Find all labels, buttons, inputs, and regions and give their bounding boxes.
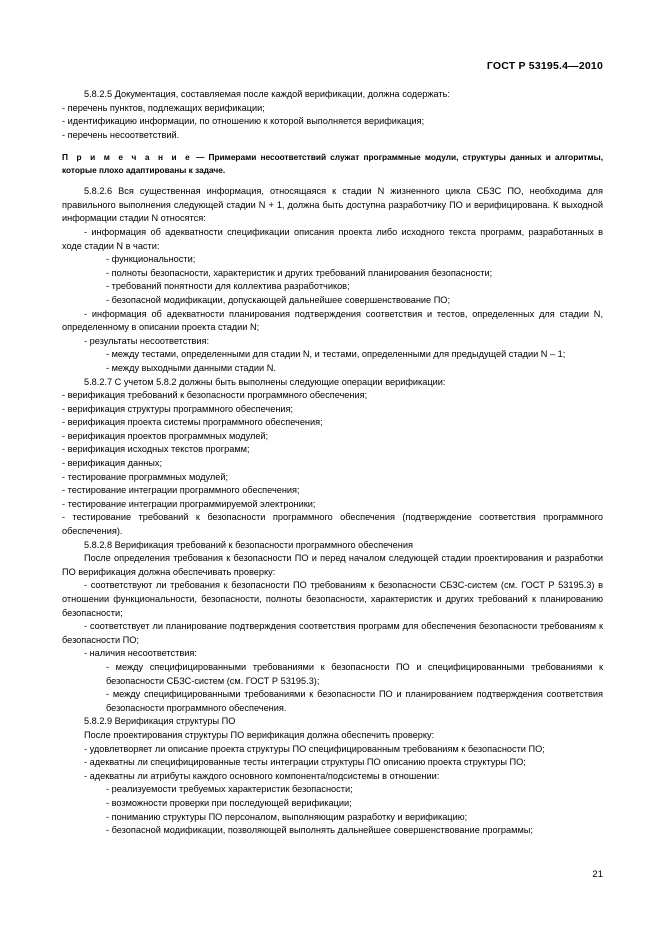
note-paragraph: [62, 151, 603, 176]
list-item: - между тестами, определенными для стадии N, и тестами, определенными для предыдущей стадии N – 1;: [106, 349, 566, 360]
list-item: - возможности проверки при последующей верификации;: [106, 797, 352, 808]
paragraph: - информация об адекватности спецификации описания проекта либо исходного текста программ, разработанных в ходе стадии N в части:: [62, 226, 603, 251]
list-item: - между выходными данными стадии N.: [106, 362, 276, 373]
paragraph: После определения требования к безопасности ПО и перед началом следующей стадии проектирования и разработки ПО верификация должна обеспечивать проверку:: [62, 553, 603, 577]
paragraph: - перечень несоответствий.: [62, 129, 180, 140]
note-text: — Примерами несоответствий служат программные модули, структуры данных и алгоритмы, которые плохо адаптированы к задаче.: [62, 152, 603, 175]
clause-heading: 5.8.2.9 Верификация структуры ПО: [84, 716, 236, 727]
paragraph: После проектирования структуры ПО верификация должна обеспечить проверку:: [84, 729, 435, 740]
page-number: 21: [592, 869, 603, 880]
clause-heading: 5.8.2.8 Верификация требований к безопасности программного обеспечения: [84, 539, 413, 550]
list-item: - между специфицированными требованиями к безопасности ПО и планированием подтверждения соответствия безопасности программного обеспечения.: [106, 689, 603, 713]
list-item: - пониманию структуры ПО персоналом, выполняющим разработку и верификацию;: [106, 811, 468, 822]
list-item: - полноты безопасности, характеристик и других требований планирования безопасности;: [106, 267, 493, 278]
list-item: - верификация данных;: [62, 458, 163, 469]
paragraph: - идентификацию информации, по отношению к которой выполняется верификация;: [62, 116, 425, 127]
list-item: - удовлетворяет ли описание проекта структуры ПО специфицированным требованиям к безопасности ПО;: [84, 743, 545, 754]
list-item: - верификация структуры программного обеспечения;: [62, 403, 294, 414]
list-item: - верификация проекта системы программного обеспечения;: [62, 417, 323, 428]
list-item: - соответствуют ли требования к безопасности ПО требованиям к безопасности СБЗС-систем (см. ГОСТ Р 53195.3) в отношении функциональности, безопасности, полноты безопасности, характеристик и других требований к планированию безопасности;: [62, 580, 603, 618]
list-item: - тестирование интеграции программируемой электроники;: [62, 498, 316, 509]
list-item: - верификация проектов программных модулей;: [62, 430, 269, 441]
list-item: - соответствует ли планирование подтверждения соответствия программ для обеспечения безопасности требованиям к безопасности ПО;: [62, 621, 603, 645]
list-item: - наличия несоответствия:: [84, 648, 197, 659]
list-item: - безопасной модификации, допускающей дальнейшее совершенствование ПО;: [106, 294, 450, 305]
page-header: ГОСТ Р 53195.4—2010: [486, 60, 603, 72]
paragraph: - перечень пунктов, подлежащих верификации;: [62, 102, 265, 113]
clause-heading: 5.8.2.7 С учетом 5.8.2 должны быть выполнены следующие операции верификации:: [84, 376, 446, 387]
list-item: - реализуемости требуемых характеристик безопасности;: [106, 784, 353, 795]
paragraph: - результаты несоответствия:: [84, 335, 210, 346]
list-item: - безопасной модификации, позволяющей выполнять дальнейшее совершенствование программы;: [106, 825, 533, 836]
list-item: - адекватны ли атрибуты каждого основного компонента/подсистемы в отношении:: [84, 770, 440, 781]
list-item: - тестирование интеграции программного обеспечения;: [62, 485, 300, 496]
list-item: - верификация требований к безопасности программного обеспечения;: [62, 390, 368, 401]
list-item: - между специфицированными требованиями к безопасности ПО и специфицированными требованиями к безопасности СБЗС-систем (см. ГОСТ Р 53195.3);: [106, 661, 603, 686]
paragraph: 5.8.2.5 Документация, составляемая после каждой верификации, должна содержать:: [84, 89, 450, 99]
paragraph: - информация об адекватности планирования подтверждения соответствия и тестов, определенных для стадии N, определенному в описании проекта стадии N;: [62, 308, 603, 333]
list-item: - тестирование программных модулей;: [62, 471, 229, 482]
paragraph: 5.8.2.6 Вся существенная информация, относящаяся к стадии N жизненного цикла СБЗС ПО, необходима для правильного выполнения следующей стадии N + 1, должна быть доступна разработчику ПО и верифицирована. К выходной информации стадии N относятся:: [62, 186, 603, 224]
list-item: - требований понятности для коллектива разработчиков;: [106, 281, 350, 292]
list-item: - функциональности;: [106, 254, 196, 265]
note-label: П р и м е ч а н и е: [62, 152, 192, 163]
list-item: - тестирование требований к безопасности программного обеспечения (подтверждение соответствия программного обеспечения).: [62, 512, 603, 537]
list-item: - адекватны ли специфицированные тесты интеграции структуры ПО описанию проекта структуры ПО;: [84, 757, 526, 768]
document-body: [62, 88, 603, 838]
list-item: - верификация исходных текстов программ;: [62, 444, 250, 455]
